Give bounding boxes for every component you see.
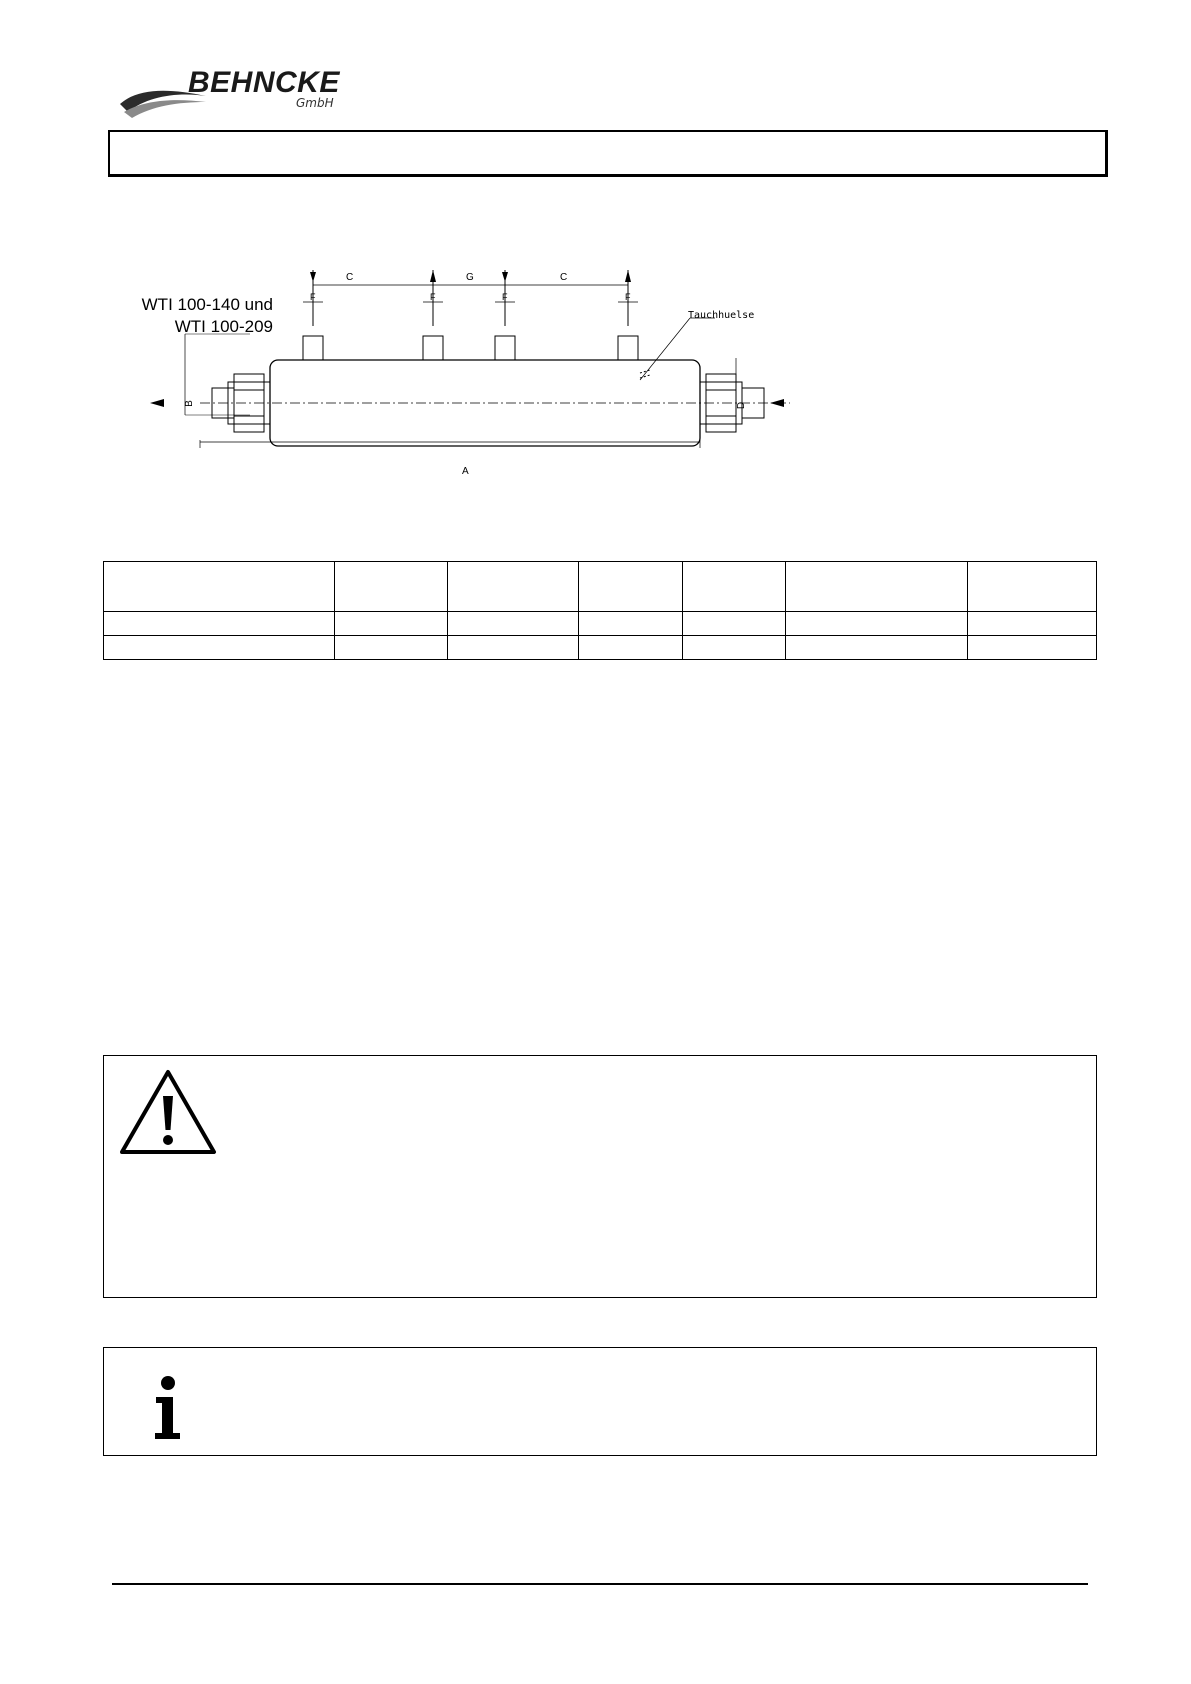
table-cell xyxy=(968,636,1097,660)
logo-subtitle: GmbH xyxy=(296,96,334,110)
dim-label-f4: F xyxy=(625,292,631,302)
info-box xyxy=(103,1347,1097,1456)
table-header-cell xyxy=(683,562,786,612)
table-row xyxy=(104,612,1097,636)
dim-label-g: G xyxy=(466,272,474,283)
table-header-cell xyxy=(968,562,1097,612)
footer-rule xyxy=(112,1583,1088,1585)
dim-label-c1: C xyxy=(346,272,354,283)
dimension-table xyxy=(103,561,1097,660)
title-box xyxy=(108,130,1108,177)
table-cell xyxy=(335,636,448,660)
warning-box xyxy=(103,1055,1097,1298)
company-logo xyxy=(118,62,358,126)
dim-label-d: D xyxy=(736,401,748,410)
table-cell xyxy=(683,636,786,660)
table-cell xyxy=(104,636,335,660)
dim-label-f3: F xyxy=(502,292,508,302)
dim-label-b: B xyxy=(183,400,195,407)
info-icon xyxy=(152,1375,184,1441)
table-header-cell xyxy=(448,562,579,612)
heat-exchanger-drawing xyxy=(140,270,820,490)
dim-label-f1: F xyxy=(310,292,316,302)
dim-label-a: A xyxy=(462,466,469,477)
callout-tauchhuelse: Tauchhuelse xyxy=(688,310,755,321)
dim-label-c2: C xyxy=(560,272,568,283)
table-cell xyxy=(786,612,968,636)
model-label-1: WTI 100-140 und xyxy=(141,295,273,314)
table-cell xyxy=(683,612,786,636)
warning-triangle-icon xyxy=(118,1068,218,1156)
model-label-2: WTI 100-209 xyxy=(174,317,273,336)
table-cell xyxy=(335,612,448,636)
table-header-row xyxy=(104,562,1097,612)
table-header-cell xyxy=(335,562,448,612)
table-cell xyxy=(968,612,1097,636)
table-row xyxy=(104,636,1097,660)
table-cell xyxy=(579,636,683,660)
table-cell xyxy=(448,612,579,636)
dim-label-f2: F xyxy=(430,292,436,302)
table-header-cell xyxy=(579,562,683,612)
table-cell xyxy=(579,612,683,636)
table-header-cell xyxy=(786,562,968,612)
table-cell xyxy=(786,636,968,660)
technical-drawing xyxy=(140,270,820,490)
logo-brand: BEHNCKE xyxy=(188,66,340,99)
table-cell xyxy=(448,636,579,660)
table-header-cell xyxy=(104,562,335,612)
table-cell xyxy=(104,612,335,636)
